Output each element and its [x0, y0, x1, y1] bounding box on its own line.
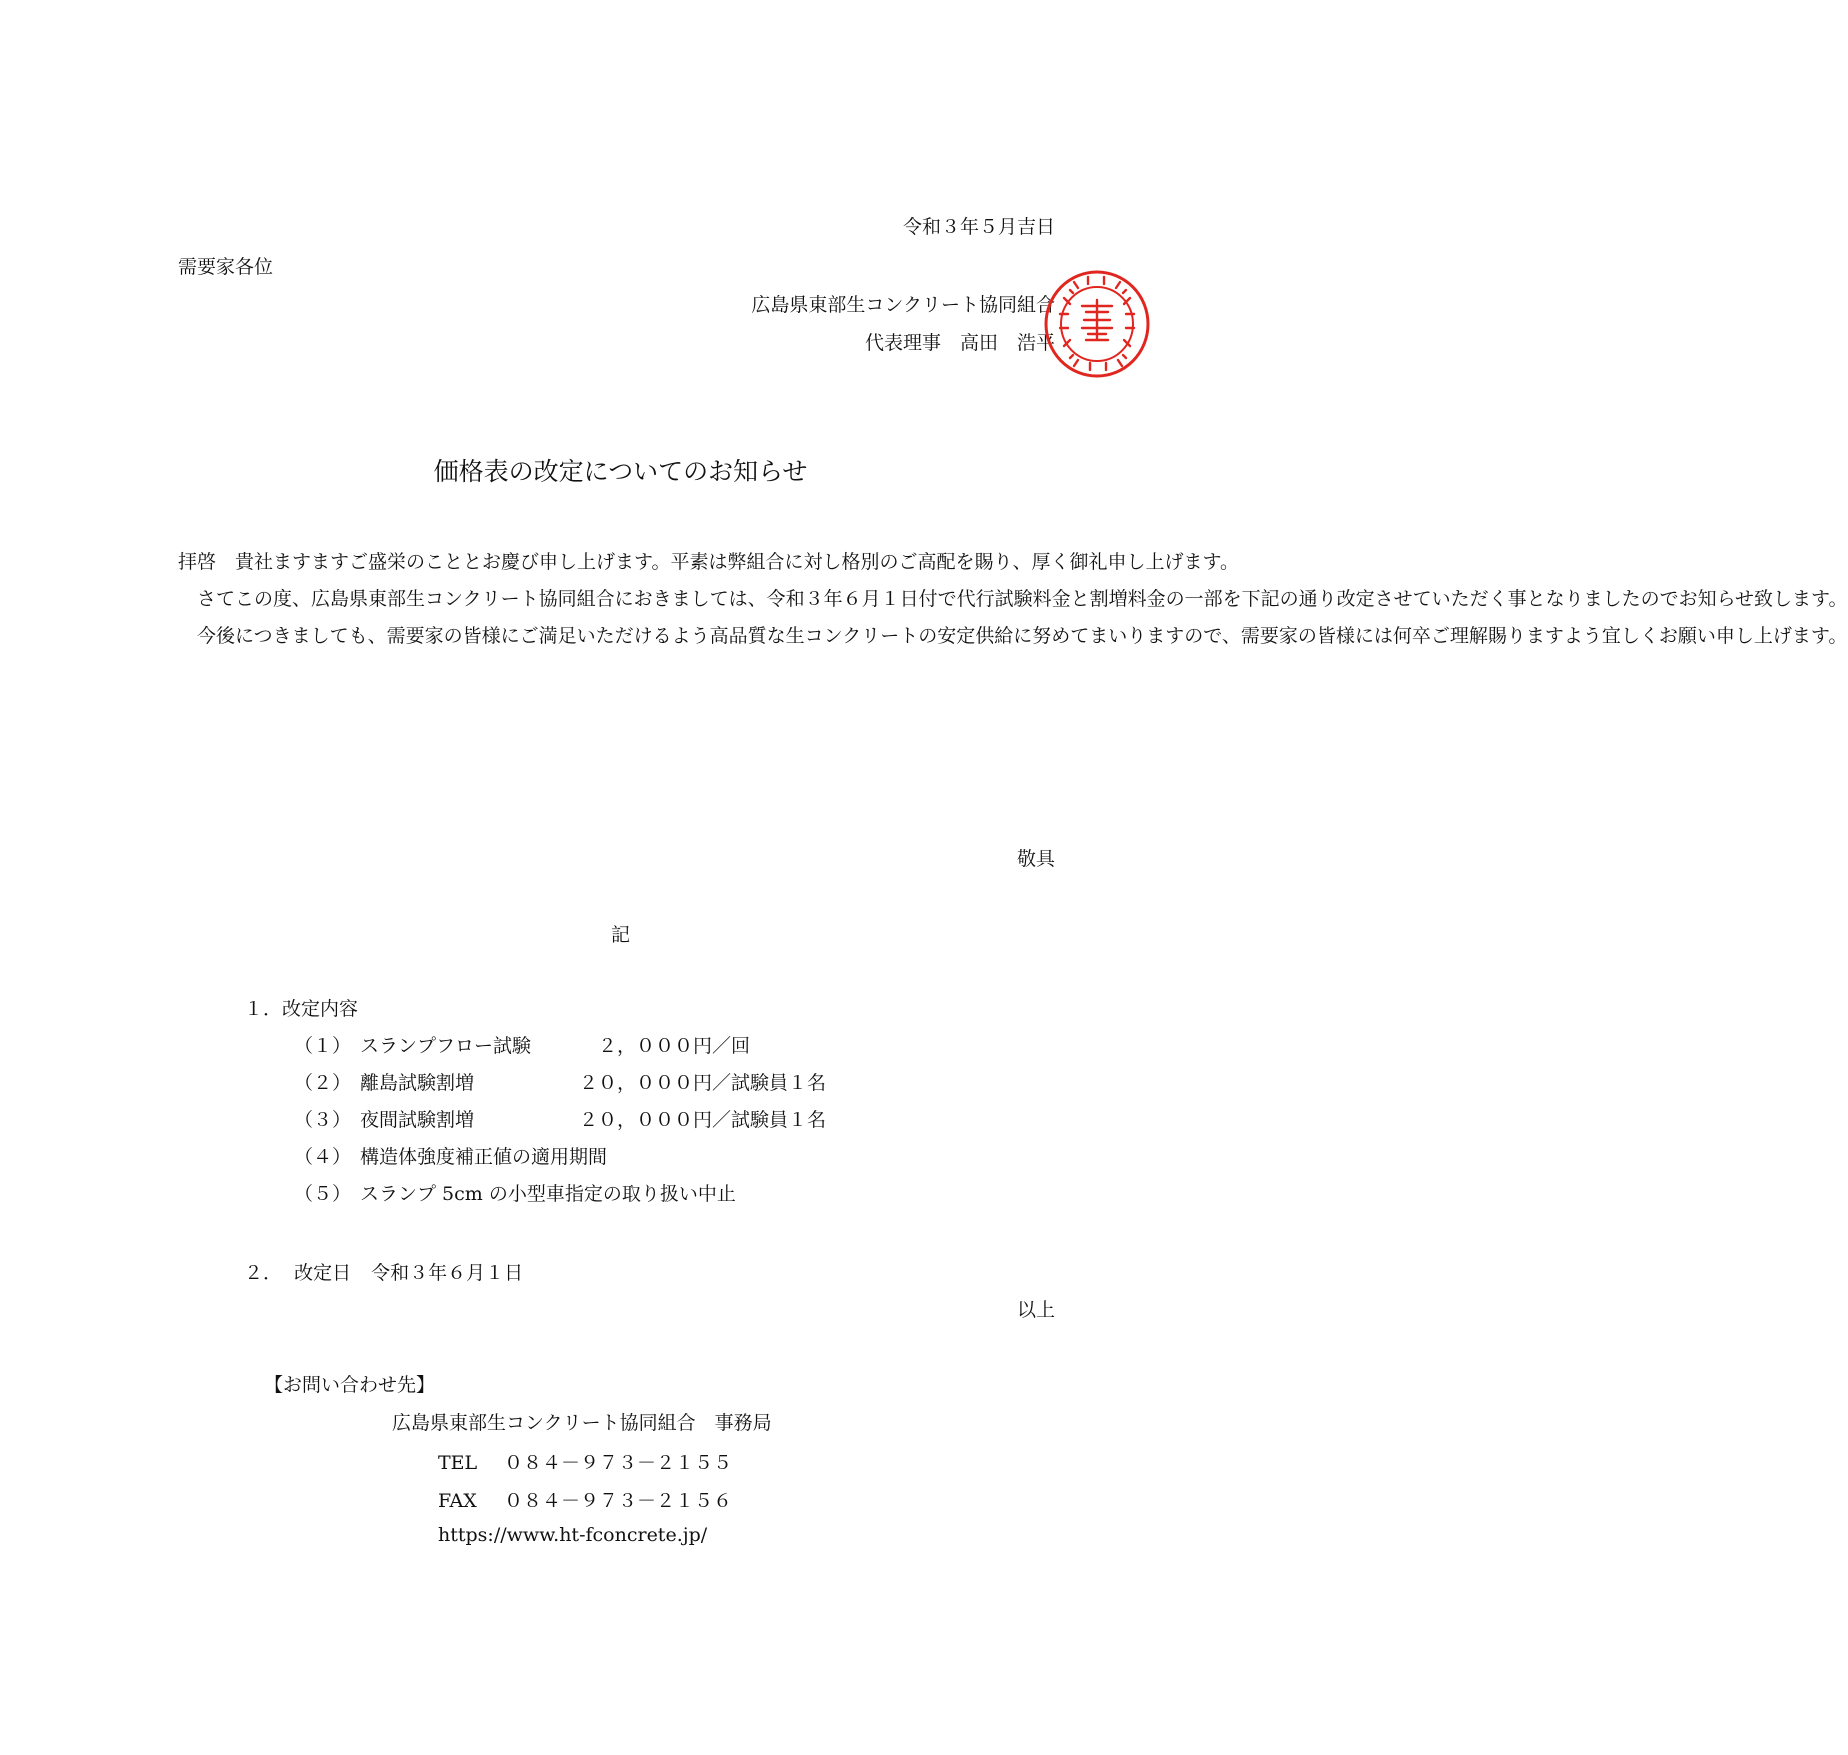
sender-representative: 代表理事 高田 浩平 — [864, 332, 1055, 354]
closing-paragraph: 今後につきましても、需要家の皆様にご満足いただけるよう高品質な生コンクリートの安定供給に努めてまいりますので、需要家の皆様には何卒ご理解賜りますよう宜しくお願い申し上げます。 — [197, 625, 1848, 647]
section-effective-date — [244, 1258, 523, 1285]
effective-date-value: 令和３年６月１日 — [371, 1262, 524, 1284]
revision-items — [294, 1031, 994, 1221]
fax-number: ０８４－９７３－２１５６ — [504, 1490, 733, 1512]
tel-number: ０８４－９７３－２１５５ — [504, 1452, 733, 1474]
item-number: （２） — [294, 1072, 352, 1094]
contact-heading: 【お問い合わせ先】 — [264, 1374, 436, 1396]
letter-body — [178, 544, 1848, 655]
item-price: ２，０００円／回 — [598, 1035, 751, 1057]
notice-paragraph: さてこの度、広島県東部生コンクリート協同組合におきましては、令和３年６月１日付で代行試験料金と割増料金の一部を下記の通り改定させていただく事となりましたのでお知らせ致します。 — [197, 588, 1848, 610]
item-name: 離島試験割増 — [360, 1072, 475, 1094]
fax-label: FAX — [438, 1490, 477, 1512]
item-number: （４） — [294, 1146, 352, 1168]
closing-word: 敬具 — [1016, 848, 1055, 870]
official-seal — [1042, 268, 1152, 380]
document-title: 価格表の改定についてのお知らせ — [433, 457, 808, 486]
greeting-paragraph: 拝啓 貴社ますますご盛栄のこととお慶び申し上げます。平素は弊組合に対し格別のご高配を賜り、厚く御礼申し上げます。 — [178, 551, 1239, 573]
item-name: 夜間試験割増 — [360, 1109, 475, 1131]
item-number: （１） — [294, 1035, 352, 1057]
end-marker: 以上 — [1016, 1299, 1055, 1321]
contact-tel — [438, 1448, 732, 1475]
section-number: ２． — [244, 1262, 283, 1284]
item-number: （５） — [294, 1183, 352, 1205]
item-price: ２０，０００円／試験員１名 — [579, 1109, 827, 1131]
item-price: ２０，０００円／試験員１名 — [579, 1072, 827, 1094]
ki-marker: 記 — [610, 924, 630, 946]
section-revision-heading: １．改定内容 — [244, 998, 359, 1020]
tel-label: TEL — [438, 1452, 478, 1474]
item-number: （３） — [294, 1109, 352, 1131]
contact-organization: 広島県東部生コンクリート協同組合 事務局 — [392, 1412, 772, 1434]
effective-date-label: 改定日 — [294, 1262, 352, 1284]
recipient: 需要家各位 — [178, 256, 274, 278]
contact-url[interactable]: https://www.ht-fconcrete.jp/ — [438, 1524, 708, 1546]
document-date: 令和３年５月吉日 — [902, 216, 1055, 238]
contact-fax — [438, 1486, 732, 1513]
item-name: スランプ 5cm の小型車指定の取り扱い中止 — [360, 1183, 736, 1205]
sender-organization: 広島県東部生コンクリート協同組合 — [751, 294, 1055, 316]
item-name: 構造体強度補正値の適用期間 — [360, 1146, 608, 1168]
item-name: スランプフロー試験 — [360, 1035, 532, 1057]
